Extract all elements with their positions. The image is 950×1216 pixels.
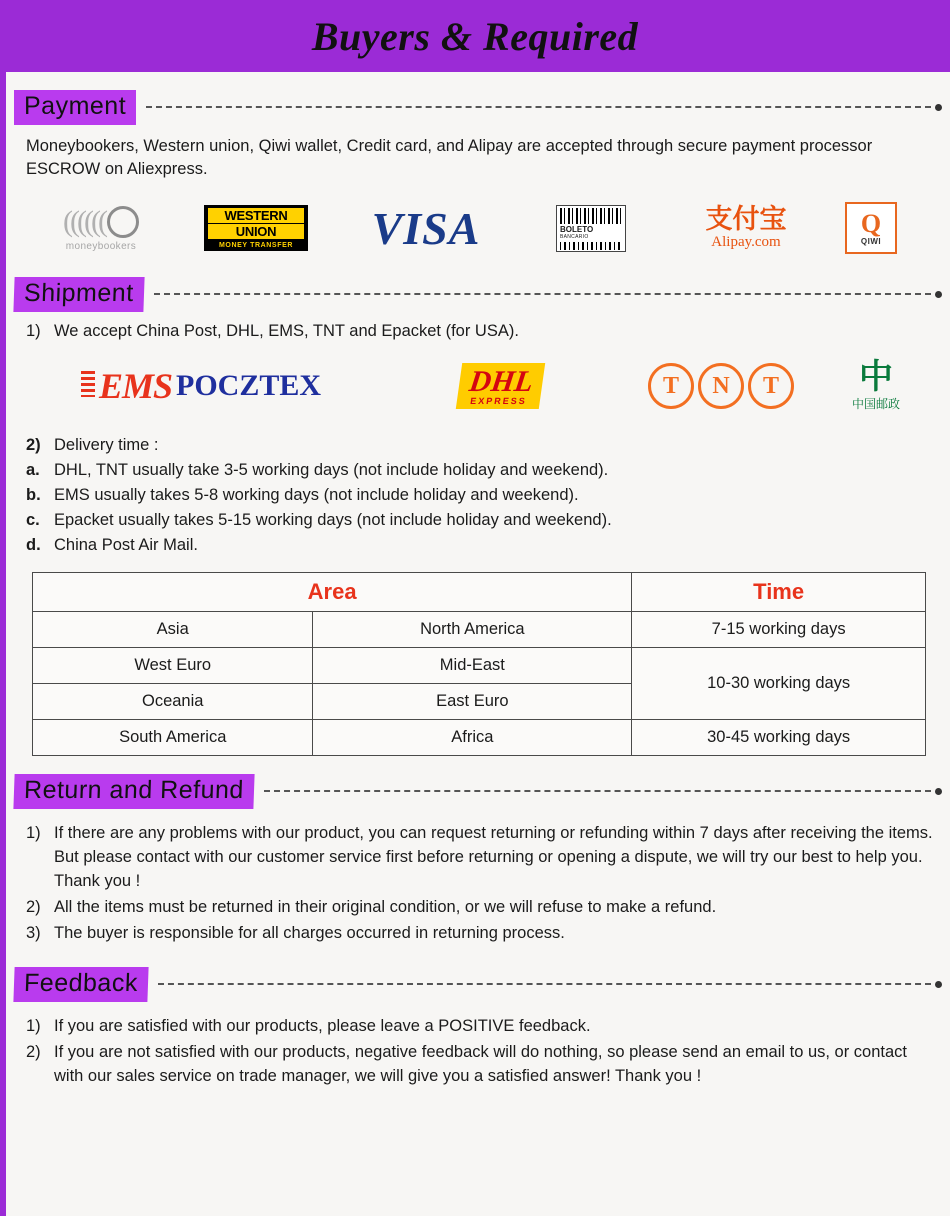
return-refund-item-2 (26, 895, 942, 919)
feedback-marker-2: 2) (26, 1043, 41, 1061)
delivery-marker-b: b. (26, 486, 41, 504)
section-header-shipment (14, 277, 942, 312)
barcode-icon-2 (560, 242, 622, 250)
alipay-cn-label: 支付宝 (705, 204, 787, 235)
return-refund-text-3: The buyer is responsible for all charges occurred in returning process. (54, 924, 565, 942)
pocztex-label: POCZTEX (176, 369, 322, 402)
feedback-item-1 (26, 1014, 942, 1038)
delivery-marker-c: c. (26, 511, 40, 529)
delivery-row-d (26, 533, 942, 558)
payment-description: Moneybookers, Western union, Qiwi wallet, Credit card, and Alipay are accepted through secure payment processor ESCROW on Aliexpress. (26, 137, 873, 178)
table-cell-area-4b: Africa (313, 720, 632, 756)
divider-dot-2 (935, 291, 942, 298)
feedback-text-1: If you are satisfied with our products, please leave a POSITIVE feedback. (54, 1017, 591, 1035)
divider-dot-4 (935, 981, 942, 988)
delivery-marker-a: a. (26, 461, 40, 479)
boleto-logo (516, 197, 666, 259)
shipment-item-2-marker: 2) (26, 436, 41, 454)
table-cell-area-2a: West Euro (33, 648, 313, 684)
return-refund-item-1 (26, 821, 942, 893)
return-refund-marker-1: 1) (26, 824, 41, 842)
dhl-sub: EXPRESS (469, 396, 528, 406)
shipment-item-2-text: Delivery time : (54, 436, 159, 454)
section-header-feedback (14, 967, 942, 1002)
divider-dashed-4 (158, 983, 931, 986)
qiwi-label: QIWI (860, 236, 882, 246)
ems-label: EMS (81, 365, 172, 407)
delivery-row-c (26, 508, 942, 533)
return-refund-item-3 (26, 921, 942, 945)
return-refund-list (26, 821, 942, 945)
page-title: Buyers & Required (311, 13, 639, 59)
table-row (33, 612, 926, 648)
dhl-logo (376, 355, 626, 417)
page-header (0, 0, 950, 72)
delivery-marker-d: d. (26, 536, 41, 554)
table-row (33, 648, 926, 684)
feedback-item-2 (26, 1040, 942, 1088)
shipment-item-1-marker: 1) (26, 322, 41, 340)
western-union-sub: MONEY TRANSFER (219, 242, 293, 249)
moneybookers-circle-icon (107, 206, 139, 238)
tnt-letter-2: N (698, 363, 744, 409)
dhl-label: DHL (467, 365, 536, 398)
delivery-text-b: EMS usually takes 5-8 working days (not include holiday and weekend). (54, 486, 579, 504)
alipay-logo (666, 197, 826, 259)
china-post-logo (816, 355, 936, 417)
table-cell-area-3b: East Euro (313, 684, 632, 720)
delivery-text-c: Epacket usually takes 5-15 working days (not include holiday and weekend). (54, 511, 612, 529)
china-post-mark-icon: 中 (858, 356, 893, 397)
feedback-marker-1: 1) (26, 1017, 41, 1035)
divider-dashed (146, 106, 931, 109)
qiwi-logo (826, 197, 916, 259)
table-row (33, 720, 926, 756)
table-cell-time-2: 10-30 working days (632, 648, 926, 720)
delivery-time-list (26, 433, 942, 558)
delivery-text-d: China Post Air Mail. (54, 536, 198, 554)
table-cell-area-4a: South America (33, 720, 313, 756)
return-refund-marker-2: 2) (26, 898, 41, 916)
western-union-logo (176, 197, 336, 259)
delivery-row-b (26, 483, 942, 508)
table-cell-time-1: 7-15 working days (632, 612, 926, 648)
barcode-icon (560, 208, 622, 224)
shipment-logo-row (26, 355, 942, 417)
return-refund-marker-3: 3) (26, 924, 41, 942)
section-tag-payment: Payment (14, 90, 136, 125)
qiwi-q-glyph: Q (860, 208, 882, 238)
alipay-en-label: Alipay.com (711, 234, 781, 250)
table-cell-area-1a: Asia (33, 612, 313, 648)
moneybookers-label: moneybookers (65, 240, 137, 252)
table-header-time: Time (632, 573, 926, 612)
tnt-letter-1: T (648, 363, 694, 409)
western-union-line1: WESTERN (208, 208, 304, 223)
divider-dashed-2 (154, 293, 931, 296)
divider-dot (935, 104, 942, 111)
section-tag-shipment: Shipment (13, 277, 144, 312)
page-content (6, 90, 950, 1088)
delivery-time-table (32, 572, 926, 756)
return-refund-text-1: If there are any problems with our product, you can request returning or refunding within 7 days after receiving the items. But please contact with our customer service first before returning or opening a dispute, we will try our best to help you. Thank you ! (54, 824, 933, 890)
table-header-row (33, 573, 926, 612)
feedback-list (26, 1014, 942, 1088)
section-header-return-refund (14, 774, 942, 809)
china-post-label: 中国邮政 (851, 396, 900, 411)
payment-logo-row (26, 197, 942, 259)
feedback-text-2: If you are not satisfied with our products, negative feedback will do nothing, so please send an email to us, or contact with our sales service on trade manager, we will give you a satisfied answer! Thank you ! (54, 1043, 907, 1085)
table-cell-area-2b: Mid-East (313, 648, 632, 684)
table-cell-area-3a: Oceania (33, 684, 313, 720)
shipment-item-1-text: We accept China Post, DHL, EMS, TNT and Epacket (for USA). (54, 322, 519, 340)
table-cell-area-1b: North America (313, 612, 632, 648)
western-union-line2: UNION (208, 224, 304, 239)
delivery-row-a (26, 458, 942, 483)
moneybookers-logo (26, 197, 176, 259)
visa-logo (336, 197, 516, 259)
shipment-item-2 (26, 433, 942, 458)
moneybookers-bars-icon: (((((( (63, 204, 105, 238)
section-header-payment (14, 90, 942, 125)
divider-dot-3 (935, 788, 942, 795)
ems-pocztex-logo (26, 355, 376, 417)
boleto-label: BOLETO (560, 224, 594, 234)
tnt-logo (626, 355, 816, 417)
shipment-item-1 (26, 322, 942, 341)
boleto-sub: BANCARIO (560, 233, 589, 240)
tnt-letter-3: T (748, 363, 794, 409)
table-cell-time-4: 30-45 working days (632, 720, 926, 756)
visa-label: VISA (371, 202, 481, 254)
section-tag-return-refund: Return and Refund (13, 774, 254, 809)
section-tag-feedback: Feedback (13, 967, 148, 1002)
table-header-area: Area (33, 573, 632, 612)
delivery-text-a: DHL, TNT usually take 3-5 working days (not include holiday and weekend). (54, 461, 609, 479)
divider-dashed-3 (264, 790, 931, 793)
return-refund-text-2: All the items must be returned in their original condition, or we will refuse to make a refund. (54, 898, 717, 916)
